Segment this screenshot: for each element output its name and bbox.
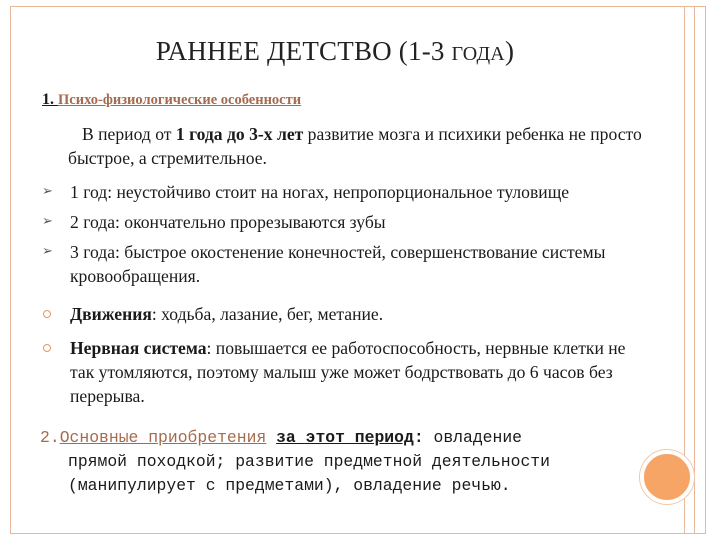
arrow-item-text: 3 года: быстрое окостенение конечностей, совершенствование системы кровообращения. [70, 242, 606, 286]
circle-item-bold: Нервная система [70, 338, 207, 358]
arrow-item-text: 1 год: неустойчиво стоит на ногах, непропорциональное туловище [70, 182, 570, 202]
section1-number: 1. [42, 91, 58, 108]
list-item-arrow [42, 240, 652, 288]
orange-circle-decoration [640, 450, 694, 504]
intro-bold: 1 года до 3-х лет [175, 124, 304, 144]
slide-title [0, 36, 670, 67]
section2-line1: овладение [423, 428, 523, 447]
title-main: РАННЕЕ ДЕТСТВО (1-3 [155, 36, 452, 66]
list-item-circle [42, 302, 652, 326]
section2-colon: : [413, 428, 424, 447]
title-end: ) [504, 36, 515, 66]
intro-paragraph [68, 122, 652, 170]
list-item-arrow [42, 180, 652, 204]
slide-content [42, 88, 652, 498]
circle-item-text: : повышается ее работоспособность, нервные клетки не так утомляются, поэтому малыш уже может бодрствовать до 6 часов без перерыва. [70, 338, 626, 406]
list-item-circle [42, 336, 652, 408]
circle-bullet-icon [43, 344, 51, 352]
section2-period: за этот период [276, 428, 414, 447]
section1-heading [42, 88, 652, 112]
intro-pre: В период от [82, 124, 176, 144]
title-small: ГОДА [451, 43, 505, 65]
section2-paragraph [40, 426, 652, 498]
circle-bullet-icon [43, 310, 51, 318]
section2-rest: прямой походкой; развитие предметной деятельности (манипулирует с предметами), овладение речью. [68, 452, 550, 495]
arrow-bullet-icon: ➢ [42, 244, 53, 259]
arrow-item-text: 2 года: окончательно прорезываются зубы [70, 212, 386, 232]
circle-item-text: : ходьба, лазание, бег, метание. [151, 304, 384, 324]
section2-title: Основные приобретения [59, 428, 267, 447]
arrow-bullet-icon: ➢ [42, 214, 53, 229]
section2-number: 2. [40, 428, 60, 447]
frame-divider-right [694, 6, 695, 534]
circle-item-bold: Движения [70, 304, 152, 324]
intro-post: развитие мозга и психики ребенка не просто быстрое, а стремительное. [68, 124, 642, 168]
frame-divider-left [684, 6, 685, 534]
list-item-arrow [42, 210, 652, 234]
arrow-bullet-icon: ➢ [42, 184, 53, 199]
section1-title: Психо-физиологические особенности [58, 92, 302, 108]
